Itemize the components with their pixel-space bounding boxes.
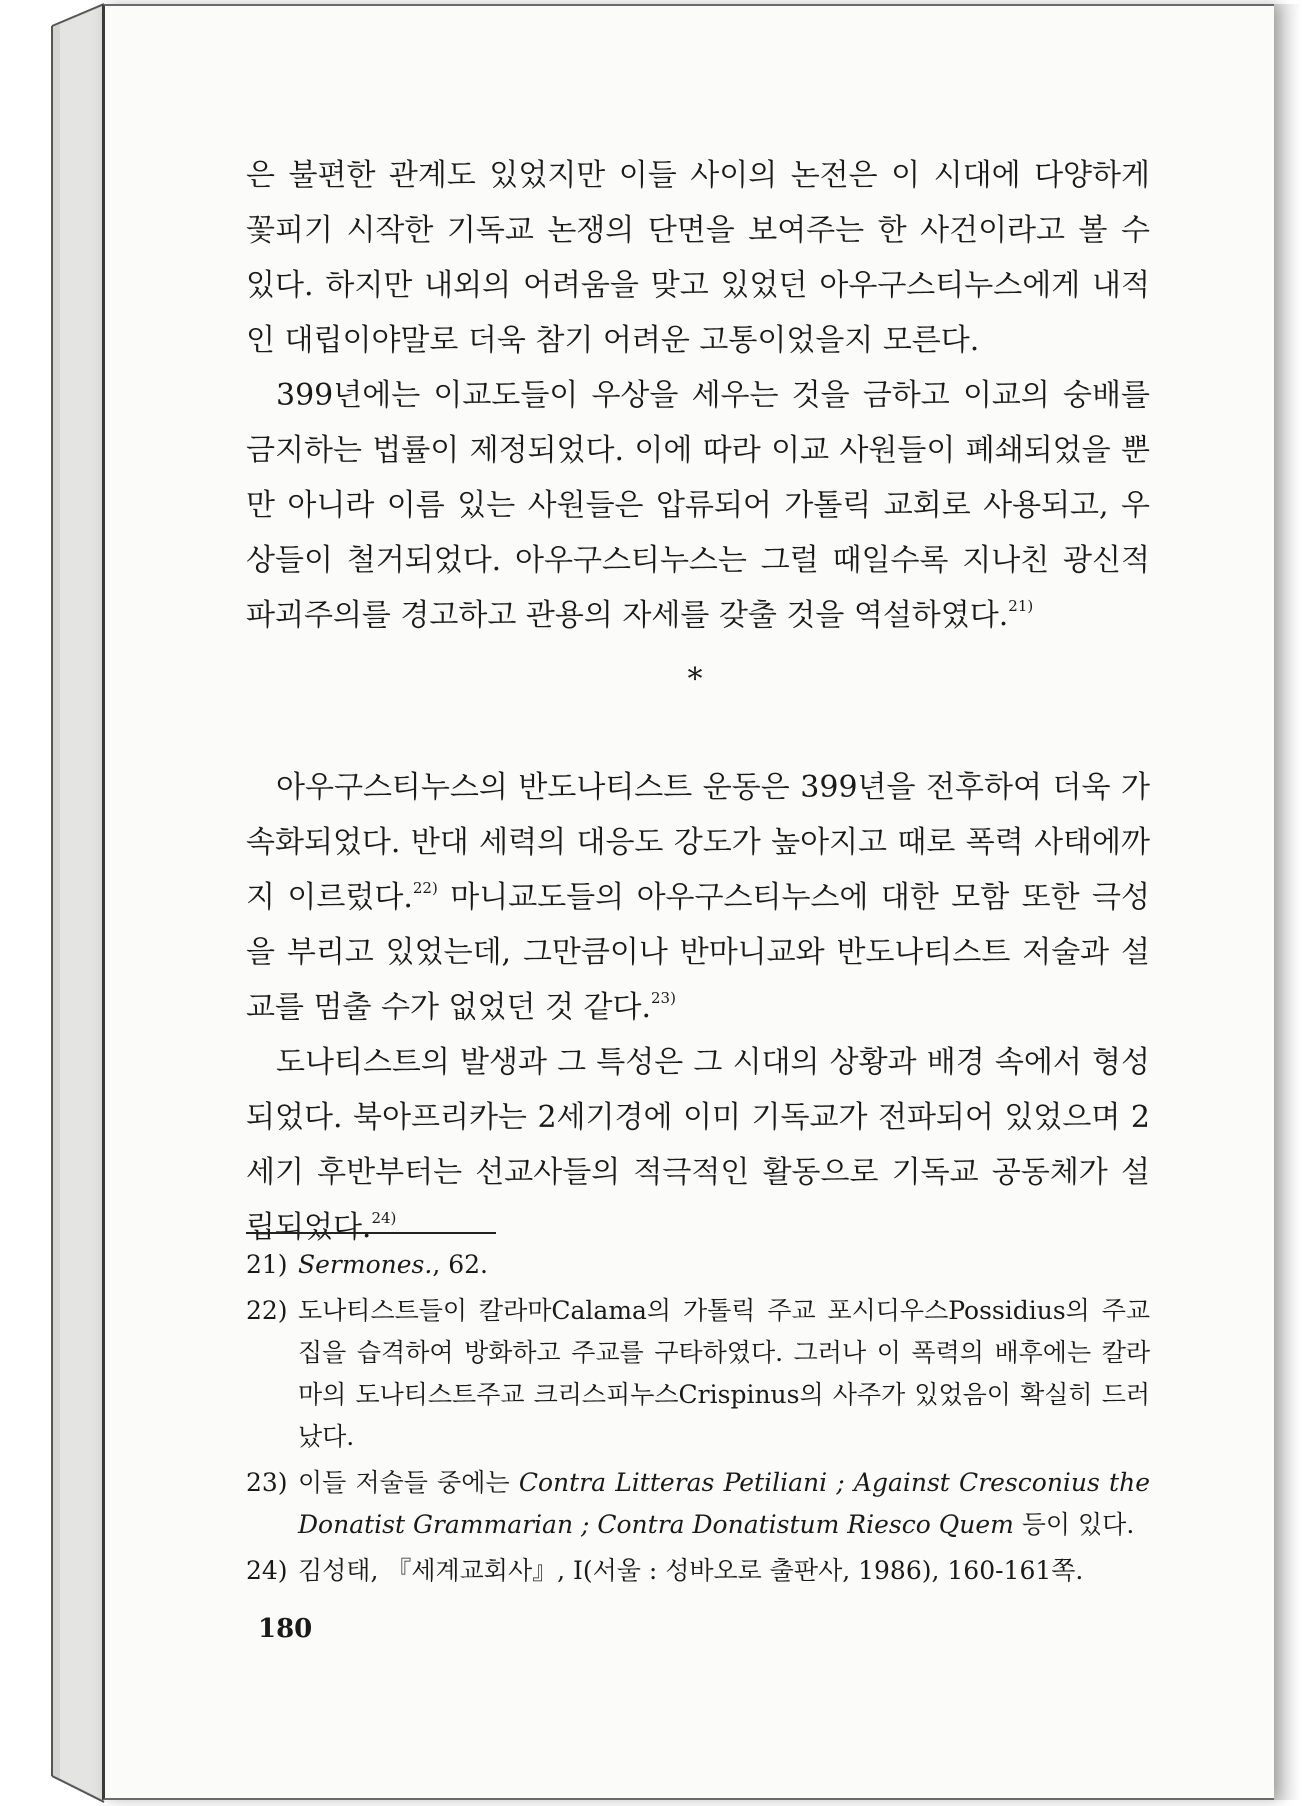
section-separator: * (687, 662, 703, 697)
text-block-bottom (246, 760, 1150, 1255)
text-block-top (246, 148, 1150, 643)
paragraph-2: 399년에는 이교도들이 우상을 세우는 것을 금하고 이교의 숭배를 금지하는 법률이 제정되었다. 이에 따라 이교 사원들이 폐쇄되었을 뿐만 아니라 이름 있는 사원들은 압류되어 가톨릭 교회로 사용되고, 우상들이 철거되었다. 아우구스티누스는 그럴 때일수록 지나친 광신적 파괴주의를 경고하고 관용의 자세를 갖출 것을 역설하였다.$^{21)}$ (246, 378, 1150, 633)
paragraph-4: 도나티스트의 발생과 그 특성은 그 시대의 상황과 배경 속에서 형성되었다. 북아프리카는 2세기경에 이미 기독교가 전파되어 있었으며 2세기 후반부터는 선교사들의 적극적인 활동으로 기독교 공동체가 설립되었다.$^{24)}$ (246, 1045, 1150, 1245)
footnote-23: 23) 이들 저술들 중에는 Contra Litteras Petiliani ; Against Cresconius the Donatist Grammarian ; Contra Donatistum Riesco Quem 등이 있다. (246, 1468, 1150, 1539)
footnote-ref-23: 23) (650, 989, 676, 1007)
footnote-ref-21: 21) (1008, 597, 1034, 615)
paragraph-1: 은 불편한 관계도 있었지만 이들 사이의 논전은 이 시대에 다양하게 꽃피기 시작한 기독교 논쟁의 단면을 보여주는 한 사건이라고 볼 수 있다. 하지만 내외의 어려움을 맞고 있었던 아우구스티누스에게 내적인 대립이야말로 더욱 참기 어려운 고통이었을지 모른다. (246, 158, 1150, 358)
footnote-divider (246, 1232, 496, 1234)
footnote-24: 24) 김성태, 『세계교회사』, Ⅰ(서울 : 성바오로 출판사, 1986), 160-161쪽. (246, 1556, 1084, 1585)
footnote-ref-22: 22) (412, 879, 438, 897)
paragraph-3: 아우구스티누스의 반도나티스트 운동은 399년을 전후하여 더욱 가속화되었다. 반대 세력의 대응도 강도가 높아지고 때로 폭력 사태에까지 이르렀다.$^{22)}$ 마니교도들의 아우구스티누스에 대한 모함 또한 극성을 부리고 있었는데, 그만큼이나 반마니교와 반도나티스트 저술과 설교를 멈출 수가 없었던 것 같다.$^{23)}$ (246, 770, 1150, 1025)
page-shadow (1274, 4, 1302, 1800)
footnote-22: 22) 도나티스트들이 칼라마Calama의 가톨릭 주교 포시디우스Possidius의 주교 집을 습격하여 방화하고 주교를 구타하였다. 그러나 이 폭력의 배후에는 칼라마의 도나티스트주교 크리스피누스Crispinus의 사주가 있었음이 확실히 드러났다. (246, 1296, 1150, 1451)
footnote-21: 21) Sermones., 62. (246, 1250, 488, 1279)
footnotes (246, 1244, 1150, 1596)
page-number: 180 (258, 1614, 313, 1644)
footnote-ref-24: 24) (371, 1209, 397, 1227)
book-page-edge (0, 0, 110, 1806)
